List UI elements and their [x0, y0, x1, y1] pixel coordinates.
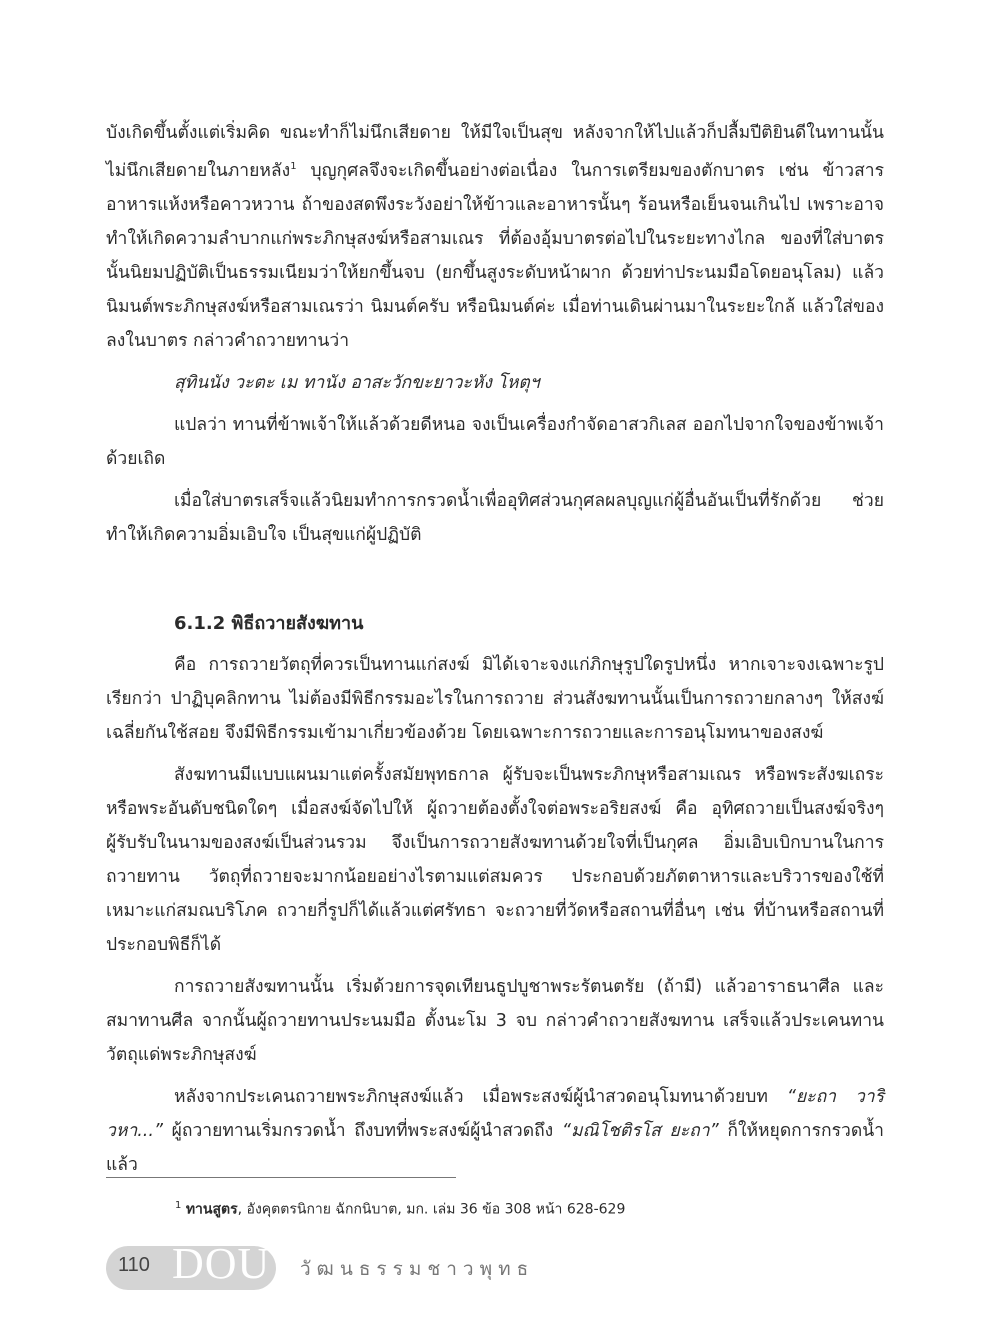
chant-quote-2: “มณิโชติรโส ยะถา”: [561, 1121, 719, 1141]
footnote: [175, 1196, 625, 1220]
dou-logo: DOU: [172, 1239, 271, 1288]
paragraph-1: บังเกิดขึ้นตั้งแต่เริ่มคิด ขณะทำก็ไม่นึกเสียดาย ให้มีใจเป็นสุข หลังจากให้ไปแล้วก็ปลื้มปีติยินดีในทานนั้น ไม่นึกเสียดายในภายหลัง$^1$ บุญกุศลจึงจะเกิดขึ้นอย่างต่อเนื่อง ในการเตรียมของตักบาตร เช่น ข้าวสาร อาหารแห้งหรือคาวหวาน ถ้าของสดพึงระวังอย่าให้ข้าวและอาหารนั้นๆ ร้อนหรือเย็นจนเกินไป เพราะอาจทำให้เกิดความลำบากแก่พระภิกษุสงฆ์หรือสามเณร ที่ต้องอุ้มบาตรต่อไปในระยะทางไกล ของที่ใส่บาตรนั้นนิยมปฏิบัติเป็นธรรมเนียมว่าให้ยกขึ้นจบ (ยกขึ้นสูงระดับหน้าผาก ด้วยท่าประนมมือโดยอนุโลม) แล้วนิมนต์พระภิกษุสงฆ์หรือสามเณรว่า นิมนต์ครับ หรือนิมนต์ค่ะ เมื่อท่านเดินผ่านมาในระยะใกล้ แล้วใส่ของลงในบาตร กล่าวคำถวายทานว่า: [106, 123, 884, 351]
paragraph-translation: แปลว่า ทานที่ข้าพเจ้าให้แล้วด้วยดีหนอ จงเป็นเครื่องกำจัดอาสวกิเลส ออกไปจากใจของข้าพเจ้าด้วยเถิด: [106, 414, 884, 469]
paragraph-dedication: เมื่อใส่บาตรเสร็จแล้วนิยมทำการกรวดน้ำเพื่ออุทิศส่วนกุศลผลบุญแก่ผู้อื่นอันเป็นที่รักด้วย ช่วยทำให้เกิดความอิ่มเอิบใจ เป็นสุขแก่ผู้ปฏิบัติ: [106, 490, 884, 545]
paragraph-ceremony-steps: การถวายสังฆทานนั้น เริ่มด้วยการจุดเทียนธูปบูชาพระรัตนตรัย (ถ้ามี) แล้วอาราธนาศีล และสมาทานศีล จากนั้นผู้ถวายทานประนมมือ ตั้งนะโม 3 จบ กล่าวคำถวายสังฆทาน เสร็จแล้วประเคนทานวัตถุแด่พระภิกษุสงฆ์: [106, 977, 884, 1065]
running-title: วัฒนธรรมชาวพุทธ: [300, 1258, 535, 1280]
footnote-divider: [106, 1177, 456, 1178]
paragraph-water-pouring: หลังจากประเคนถวายพระภิกษุสงฆ์แล้ว เมื่อพระสงฆ์ผู้นำสวดอนุโมทนาด้วยบท “ยะถา วาริวหา...” ผู้ถวายทานเริ่มกรวดน้ำ ถึงบทที่พระสงฆ์ผู้นำสวดถึง “มณิโชติรโส ยะถา” ก็ให้หยุดการกรวดน้ำ แล้ว: [106, 1087, 885, 1175]
chant-quote-1: “ยะถา วาริวหา...”: [106, 1087, 885, 1141]
paragraph-sanghadana-definition: คือ การถวายวัตถุที่ควรเป็นทานแก่สงฆ์ มิได้เจาะจงแก่ภิกษุรูปใดรูปหนึ่ง หากเจาะจงเฉพาะรูปเรียกว่า ปาฏิบุคลิกทาน ไม่ต้องมีพิธีกรรมอะไรในการถวาย ส่วนสังฆทานนั้นเป็นการถวายกลางๆ ให้สงฆ์เฉลี่ยกันใช้สอย จึงมีพิธีกรรมเข้ามาเกี่ยวข้องด้วย โดยเฉพาะการถวายและการอนุโมทนาของสงฆ์: [106, 655, 884, 743]
footnote-text: , อังคุตตรนิกาย ฉักกนิบาต, มก. เล่ม 36 ข้อ 308 หน้า 628-629: [237, 1201, 626, 1218]
body-text-block-2: [106, 648, 884, 1182]
section-heading: 6.1.2 พิธีถวายสังฆทาน: [174, 613, 364, 634]
footnote-ref[interactable]: 1: [290, 161, 297, 172]
pali-verse: สุทินนัง วะตะ เม ทานัง อาสะวักขะยาวะหัง โหตุฯ: [174, 372, 540, 393]
paragraph-sanghadana-tradition: สังฆทานมีแบบแผนมาแต่ครั้งสมัยพุทธกาล ผู้รับจะเป็นพระภิกษุหรือสามเณร หรือพระสังฆเถระ หรือพระอันดับชนิดใดๆ เมื่อสงฆ์จัดไปให้ ผู้ถวายต้องตั้งใจต่อพระอริยสงฆ์ คือ อุทิศถวายเป็นสงฆ์จริงๆ ผู้รับรับในนามของสงฆ์เป็นส่วนรวม จึงเป็นการถวายสังฆทานด้วยใจที่เป็นกุศล อิ่มเอิบเบิกบานในการถวายทาน วัตถุที่ถวายจะมากน้อยอย่างไรตามแต่สมควร ประกอบด้วยภัตตาหารและบริวารของใช้ที่เหมาะแก่สมณบริโภค ถวายกี่รูปก็ได้แล้วแต่ศรัทธา จะถวายที่วัดหรือสถานที่อื่นๆ เช่น ที่บ้านหรือสถานที่ประกอบพิธีก็ได้: [106, 765, 884, 955]
page-number: 110: [118, 1254, 150, 1276]
body-text-block-1: [106, 116, 884, 552]
footnote-marker: 1: [175, 1200, 182, 1211]
footnote-title: ทานสูตร: [185, 1201, 238, 1218]
